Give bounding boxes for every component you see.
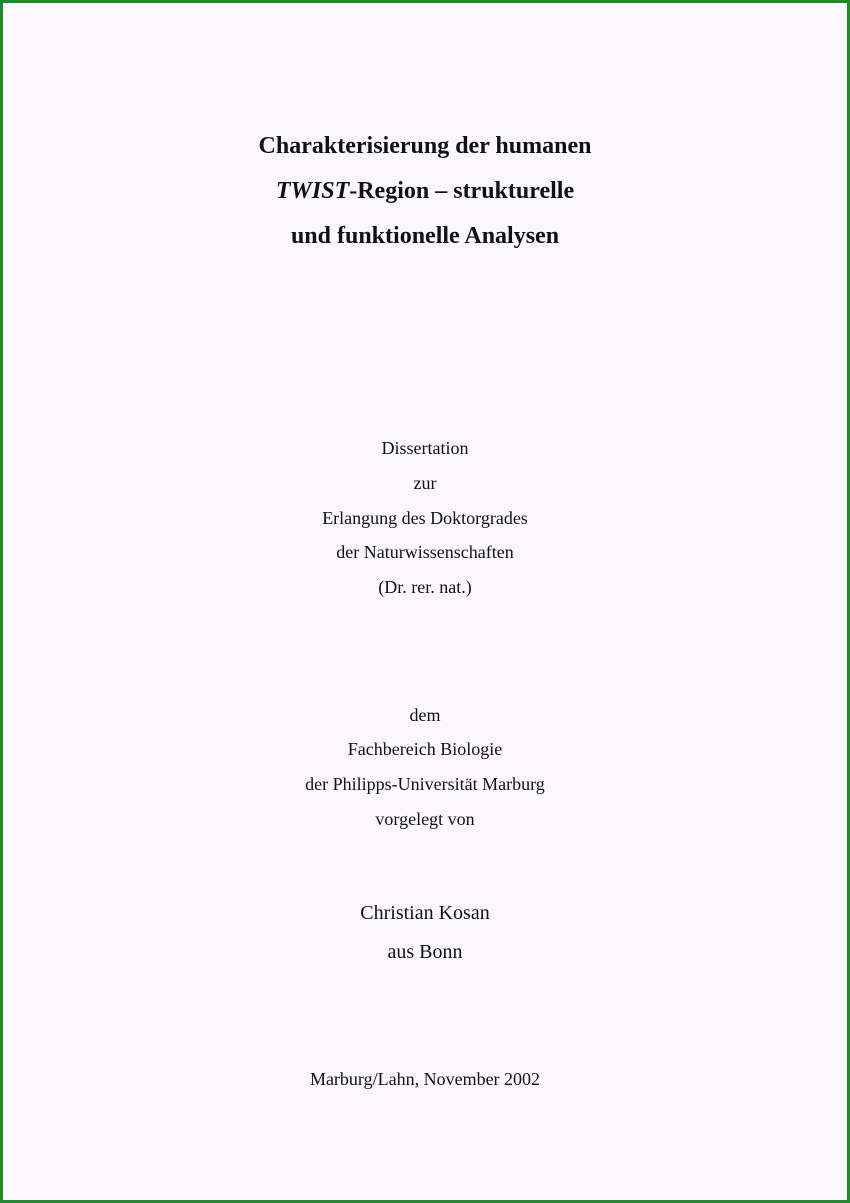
dissertation-line-3: Erlangung des Doktorgrades xyxy=(322,508,528,528)
submission-line-3: der Philipps-Universität Marburg xyxy=(305,774,545,794)
title-line-1-text: Charakterisierung der humanen xyxy=(258,133,592,159)
submission-line-1: dem xyxy=(409,705,441,725)
dissertation-line-1: Dissertation xyxy=(381,438,469,458)
title-line-1 xyxy=(3,133,847,160)
title-line-3 xyxy=(3,223,847,250)
dissertation-line-2: zur xyxy=(413,473,437,493)
author-name: Christian Kosan xyxy=(360,902,490,924)
submission-line-2: Fachbereich Biologie xyxy=(347,739,503,759)
dissertation-line-4: der Naturwissenschaften xyxy=(336,542,514,562)
dissertation-line-5: (Dr. rer. nat.) xyxy=(378,577,472,597)
submission-line-4: vorgelegt von xyxy=(375,809,475,829)
author-origin: aus Bonn xyxy=(387,941,463,963)
title-line-2-rest: -Region – strukturelle xyxy=(349,178,575,204)
title-line-2 xyxy=(3,178,847,205)
title-line-3-text: und funktionelle Analysen xyxy=(290,223,560,249)
title-twist-italic: TWIST xyxy=(275,178,350,204)
place-and-date: Marburg/Lahn, November 2002 xyxy=(309,1069,541,1089)
